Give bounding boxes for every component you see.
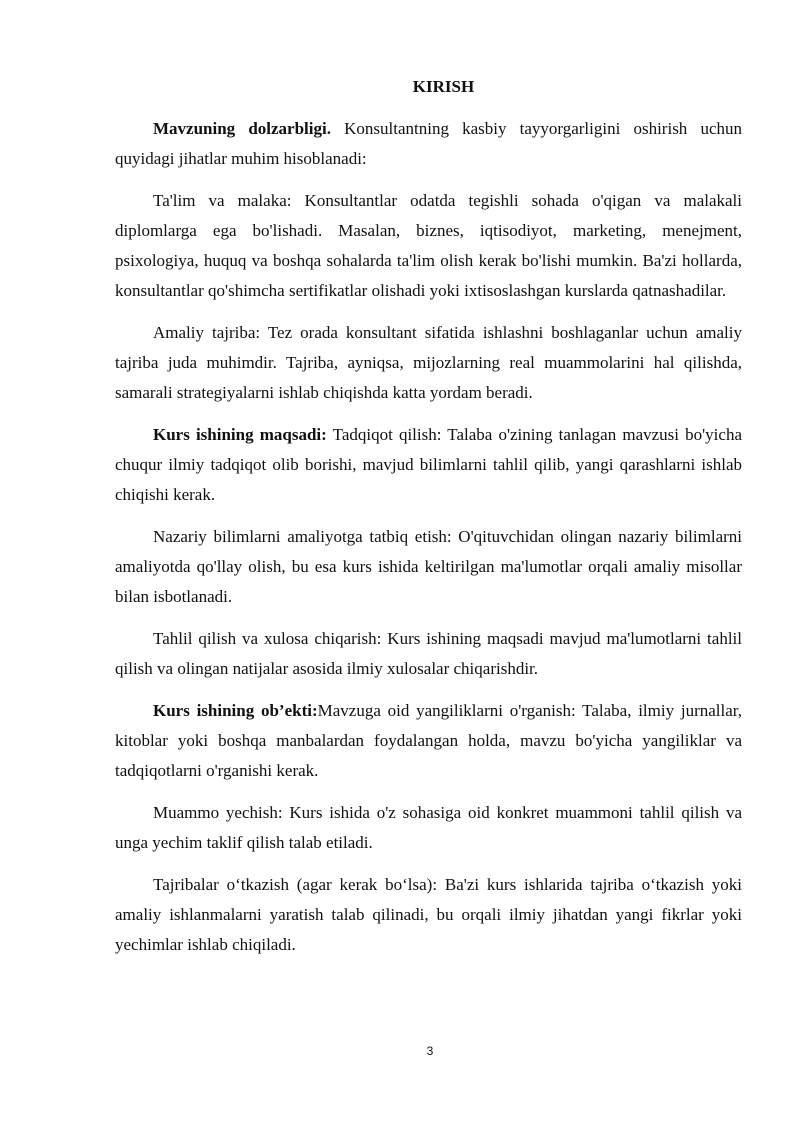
paragraph-theory [115,522,742,612]
paragraph-text: Tadqiqot qilish: Talaba o'zining tanlagan mavzusi bo'yicha chuqur ilmiy tadqiqot olib borishi, mavjud bilimlarni tahlil qilib, yangi qarashlarni ishlab chiqishi kerak. [115,425,742,504]
paragraph-text: Tahlil qilish va xulosa chiqarish: Kurs ishining maqsadi mavjud ma'lumotlarni tahlil qilish va olingan natijalar asosida ilmiy xulosalar chiqarishdir. [115,629,742,678]
page-title: KIRISH [412,77,475,96]
paragraph-experiments [115,870,742,960]
paragraph-text: Ta'lim va malaka: Konsultantlar odatda tegishli sohada o'qigan va malakali diplomlarga ega bo'lishadi. Masalan, biznes, iqtisodiyot, marketing, menejment, psixologiya, huquq va boshqa sohalarda ta'lim olish kerak bo'lishi mumkin. Ba'zi hollarda, konsultantlar qo'shimcha sertifikatlar olishadi yoki ixtisoslashgan kurslarda qatnashadilar. [115,191,742,300]
paragraph-problem [115,798,742,858]
paragraph-practice [115,318,742,408]
document-page [115,72,742,972]
paragraph-education [115,186,742,306]
page-number: 3 [426,1044,434,1058]
paragraph-text: Tajribalar o‘tkazish (agar kerak bo‘lsa): Ba'zi kurs ishlarida tajriba o‘tkazish yoki amaliy ishlanmalarni yaratish talab qilinadi, bu orqali ilmiy jihatdan yangi fikrlar yoki yechimlar ishlab chiqiladi. [115,875,742,954]
paragraph-goal [115,420,742,510]
paragraph-object [115,696,742,786]
paragraph-lead: Mavzuning dolzarbligi. [153,119,331,138]
paragraph-analysis [115,624,742,684]
paragraph-text: Muammo yechish: Kurs ishida o'z sohasiga oid konkret muammoni tahlil qilish va unga yechim taklif qilish talab etiladi. [115,803,742,852]
paragraph-lead: Kurs ishining maqsadi: [153,425,327,444]
paragraph-relevance [115,114,742,174]
paragraph-text: Amaliy tajriba: Tez orada konsultant sifatida ishlashni boshlaganlar uchun amaliy tajriba juda muhimdir. Tajriba, ayniqsa, mijozlarning real muammolarini hal qilishda, samarali strategiyalarni ishlab chiqishda katta yordam beradi. [115,323,742,402]
paragraph-text: Konsultantning kasbiy tayyorgarligini oshirish uchun quyidagi jihatlar muhim hisoblanadi: [115,119,742,168]
paragraph-text: Nazariy bilimlarni amaliyotga tatbiq etish: O'qituvchidan olingan nazariy bilimlarni amaliyotda qo'llay olish, bu esa kurs ishida keltirilgan ma'lumotlar orqali amaliy misollar bilan isbotlanadi. [115,527,742,606]
paragraph-lead: Kurs ishining ob’ekti: [153,701,318,720]
paragraph-text: Mavzuga oid yangiliklarni o'rganish: Talaba, ilmiy jurnallar, kitoblar yoki boshqa manbalardan foydalangan holda, mavzu bo'yicha yangiliklar va tadqiqotlarni o'rganishi kerak. [115,701,742,780]
